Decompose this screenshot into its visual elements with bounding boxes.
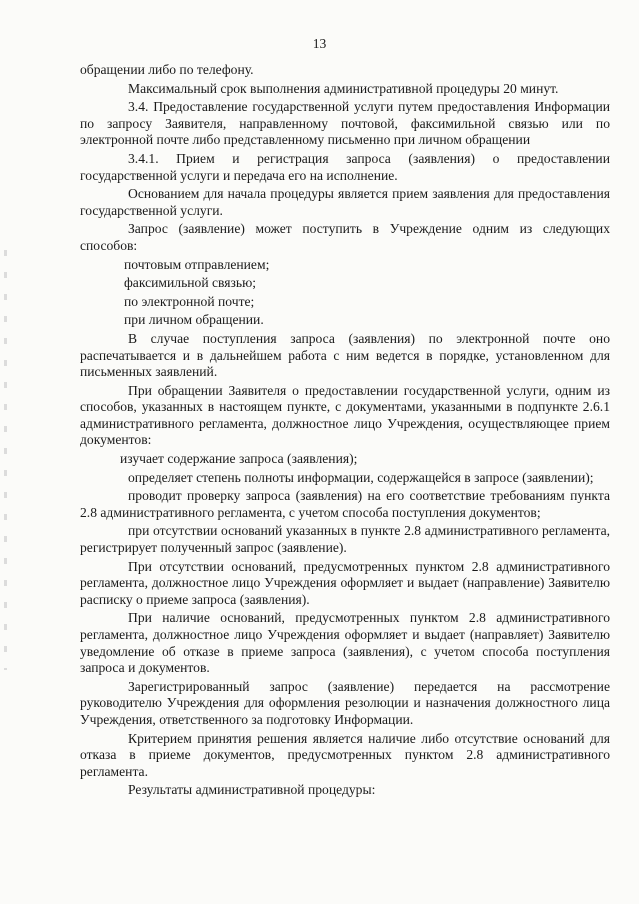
paragraph: Критерием принятия решения является наличие либо отсутствие оснований для отказа в приеме документов, предусмотренных пунктом 2.8 административного регламента.: [80, 730, 610, 779]
paragraph: при отсутствии оснований указанных в пункте 2.8 административного регламента, регистрирует полученный запрос (заявление).: [80, 523, 610, 556]
paragraph: 3.4.1. Прием и регистрация запроса (заявления) о предоставлении государственной услуги и передача его на исполнение.: [80, 150, 610, 183]
paragraph: Максимальный срок выполнения административной процедуры 20 минут.: [128, 80, 559, 96]
paragraph: обращении либо по телефону.: [80, 62, 254, 77]
paragraph: При наличие оснований, предусмотренных пунктом 2.8 административного регламента, должностное лицо Учреждения оформляет и выдает (направляет) Заявителю уведомление об отказе в приеме запроса (заявления), с учетом способа поступления запроса и документов.: [80, 610, 610, 676]
paragraph: При отсутствии оснований, предусмотренных пунктом 2.8 административного регламента, должностное лицо Учреждения оформляет и выдает (направление) Заявителю расписку о приеме запроса (заявления).: [80, 558, 610, 607]
document-body: [80, 62, 610, 801]
paragraph: проводит проверку запроса (заявления) на его соответствие требованиям пункта 2.8 административного регламента, с учетом способа поступления документов;: [80, 488, 610, 520]
paragraph: Зарегистрированный запрос (заявление) передается на рассмотрение руководителю Учреждения для оформления резолюции и назначения должностного лица Учреждения, ответственного за подготовку Информации.: [80, 678, 610, 727]
list-item: по электронной почте;: [124, 293, 255, 309]
scan-artifact: [4, 250, 7, 670]
paragraph: Запрос (заявление) может поступить в Учреждение одним из следующих способов:: [80, 221, 610, 253]
paragraph: определяет степень полноты информации, содержащейся в запросе (заявлении);: [128, 469, 594, 485]
paragraph: При обращении Заявителя о предоставлении государственной услуги, одним из способов, указанных в настоящем пункте, с документами, указанными в подпункте 2.6.1 административного регламента, должностное лицо Учреждения, осуществляющее прием документов:: [80, 382, 610, 448]
list-item: при личном обращении.: [124, 312, 264, 328]
list-item: почтовым отправлением;: [124, 256, 270, 272]
paragraph: В случае поступления запроса (заявления) по электронной почте оно распечатывается и в дальнейшем работа с ним ведется в порядке, установленном для письменных заявлений.: [80, 330, 610, 380]
paragraph: Основанием для начала процедуры является прием заявления для предоставления государственной услуги.: [80, 186, 610, 218]
paragraph: 3.4. Предоставление государственной услуги путем предоставления Информации по запросу Заявителя, направленному почтовой, факсимильной связью или по электронной почте либо представленному письменно при личном обращении: [80, 99, 610, 148]
list-item: изучает содержание запроса (заявления);: [120, 451, 358, 467]
list-item: факсимильной связью;: [124, 275, 257, 291]
page-number: 13: [312, 36, 327, 51]
paragraph: Результаты административной процедуры:: [128, 782, 376, 798]
